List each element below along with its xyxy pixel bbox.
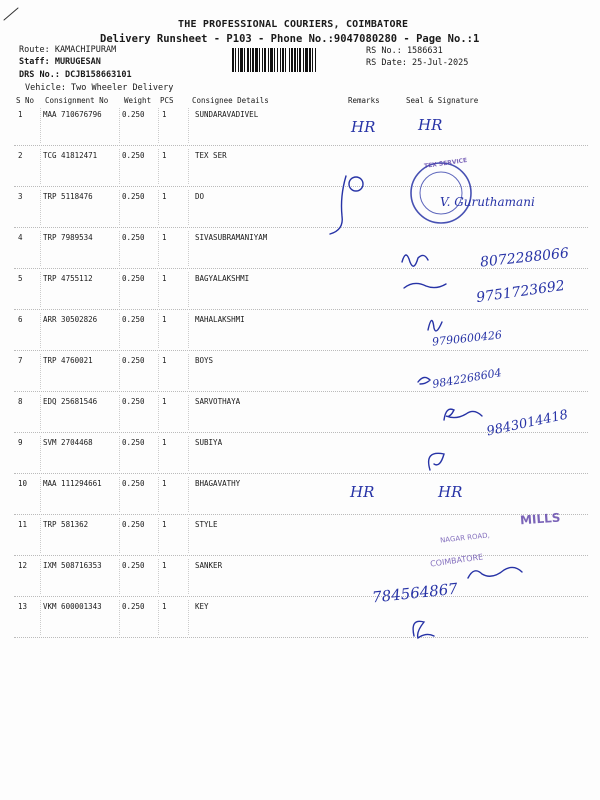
col-remarks: Remarks	[348, 96, 380, 105]
phone-4: 9842268604	[431, 366, 503, 391]
cell-consignment: TRP 5118476	[43, 192, 93, 201]
mills-address-1: NAGAR ROAD,	[439, 531, 491, 545]
col-consignee: Consignee Details	[192, 96, 269, 105]
cell-sno: 11	[18, 520, 28, 529]
col-consignment: Consignment No	[45, 96, 109, 105]
rs-date: RS Date: 25-Jul-2025	[366, 58, 469, 68]
cell-weight: 0.250	[122, 479, 145, 488]
signature-7	[418, 377, 430, 384]
cell-pcs: 1	[162, 233, 167, 242]
cell-weight: 0.250	[122, 315, 145, 324]
cell-consignment: TRP 581362	[43, 520, 89, 529]
bracket-mark	[330, 176, 346, 234]
cell-weight: 0.250	[122, 151, 145, 160]
phone-5: 9843014418	[485, 407, 570, 440]
cell-consignment: ARR 30502826	[43, 315, 98, 324]
cell-pcs: 1	[162, 151, 167, 160]
drs-number: DRS No.: DCJB158663101	[19, 70, 132, 80]
phone-2: 9751723692	[475, 277, 566, 307]
cell-weight: 0.250	[122, 233, 145, 242]
cell-consignee: KEY	[195, 602, 209, 611]
signature-4	[402, 255, 428, 266]
cell-weight: 0.250	[122, 520, 145, 529]
phone-3: 9790600426	[431, 328, 503, 349]
cell-consignee: BOYS	[195, 356, 214, 365]
cell-consignment: MAA 710676796	[43, 110, 102, 119]
cell-sno: 6	[18, 315, 23, 324]
signature-8	[444, 409, 482, 420]
cell-pcs: 1	[162, 192, 167, 201]
cell-pcs: 1	[162, 110, 167, 119]
cell-consignment: MAA 111294661	[43, 479, 102, 488]
cell-pcs: 1	[162, 315, 167, 324]
cell-weight: 0.250	[122, 274, 145, 283]
cell-consignment: TCG 41812471	[43, 151, 98, 160]
cell-consignment: VKM 600001343	[43, 602, 102, 611]
cell-pcs: 1	[162, 561, 167, 570]
cell-sno: 2	[18, 151, 23, 160]
cell-sno: 10	[18, 479, 28, 488]
seal-text: TEX SERVICE	[423, 157, 468, 170]
col-weight: Weight	[124, 96, 152, 105]
runsheet-title: Delivery Runsheet - P103 - Phone No.:9047080280 - Page No.:1	[100, 33, 480, 45]
cell-consignee: SUBIYA	[195, 438, 223, 447]
cell-consignee: MAHALAKSHMI	[195, 315, 245, 324]
cell-sno: 13	[18, 602, 28, 611]
remark-hr-1: HR	[351, 118, 376, 136]
cell-consignee: DO	[195, 192, 205, 201]
signature-13	[413, 621, 434, 638]
cell-pcs: 1	[162, 520, 167, 529]
cell-consignee: TEX SER	[195, 151, 227, 160]
cell-pcs: 1	[162, 397, 167, 406]
cell-sno: 12	[18, 561, 28, 570]
remark-hr-3: HR	[350, 483, 375, 501]
cell-consignment: IXM 508716353	[43, 561, 102, 570]
rs-number: RS No.: 1586631	[366, 46, 443, 56]
signature-6	[428, 320, 442, 330]
remark-hr-4: HR	[438, 483, 463, 501]
cell-pcs: 1	[162, 274, 167, 283]
remark-hr-2: HR	[418, 116, 443, 134]
cell-sno: 5	[18, 274, 23, 283]
cell-sno: 9	[18, 438, 23, 447]
cell-sno: 1	[18, 110, 23, 119]
cell-consignee: SIVASUBRAMANIYAM	[195, 233, 268, 242]
cell-consignment: TRP 4760021	[43, 356, 93, 365]
route: Route: KAMACHIPURAM	[19, 45, 117, 55]
staff: Staff: MURUGESAN	[19, 57, 101, 67]
cell-weight: 0.250	[122, 602, 145, 611]
signature-12	[468, 567, 522, 578]
col-seal-signature: Seal & Signature	[406, 96, 479, 105]
cell-weight: 0.250	[122, 110, 145, 119]
cell-pcs: 1	[162, 479, 167, 488]
company-title: THE PROFESSIONAL COURIERS, COIMBATORE	[178, 19, 409, 30]
cell-pcs: 1	[162, 438, 167, 447]
signature-9	[429, 453, 444, 470]
cell-sno: 3	[18, 192, 23, 201]
cell-weight: 0.250	[122, 438, 145, 447]
cell-consignment: EDQ 25681546	[43, 397, 98, 406]
cell-sno: 7	[18, 356, 23, 365]
circle-mark	[349, 177, 363, 191]
cell-consignee: STYLE	[195, 520, 218, 529]
cell-consignee: BHAGAVATHY	[195, 479, 241, 488]
cell-consignment: TRP 4755112	[43, 274, 93, 283]
cell-consignee: BAGYALAKSHMI	[195, 274, 250, 283]
cell-sno: 4	[18, 233, 23, 242]
mills-address-2: COIMBATORE	[429, 552, 484, 569]
cell-weight: 0.250	[122, 192, 145, 201]
cell-consignee: SARVOTHAYA	[195, 397, 241, 406]
signature-5	[404, 283, 446, 288]
vehicle: Vehicle: Two Wheeler Delivery	[25, 83, 174, 93]
col-sno: S No	[16, 96, 35, 105]
stray-mark	[4, 8, 18, 20]
cell-weight: 0.250	[122, 561, 145, 570]
cell-consignment: TRP 7989534	[43, 233, 93, 242]
cell-pcs: 1	[162, 602, 167, 611]
cell-consignee: SANKER	[195, 561, 223, 570]
cell-pcs: 1	[162, 356, 167, 365]
cell-sno: 8	[18, 397, 23, 406]
phone-6: 784564867	[371, 579, 459, 607]
col-pcs: PCS	[160, 96, 174, 105]
cell-consignment: SVM 2704468	[43, 438, 93, 447]
mills-stamp: MILLS	[519, 510, 561, 528]
cell-weight: 0.250	[122, 397, 145, 406]
signature-v: V. Guruthamani	[440, 195, 535, 209]
phone-1: 8072288066	[479, 245, 570, 271]
cell-consignee: SUNDARAVADIVEL	[195, 110, 259, 119]
cell-weight: 0.250	[122, 356, 145, 365]
